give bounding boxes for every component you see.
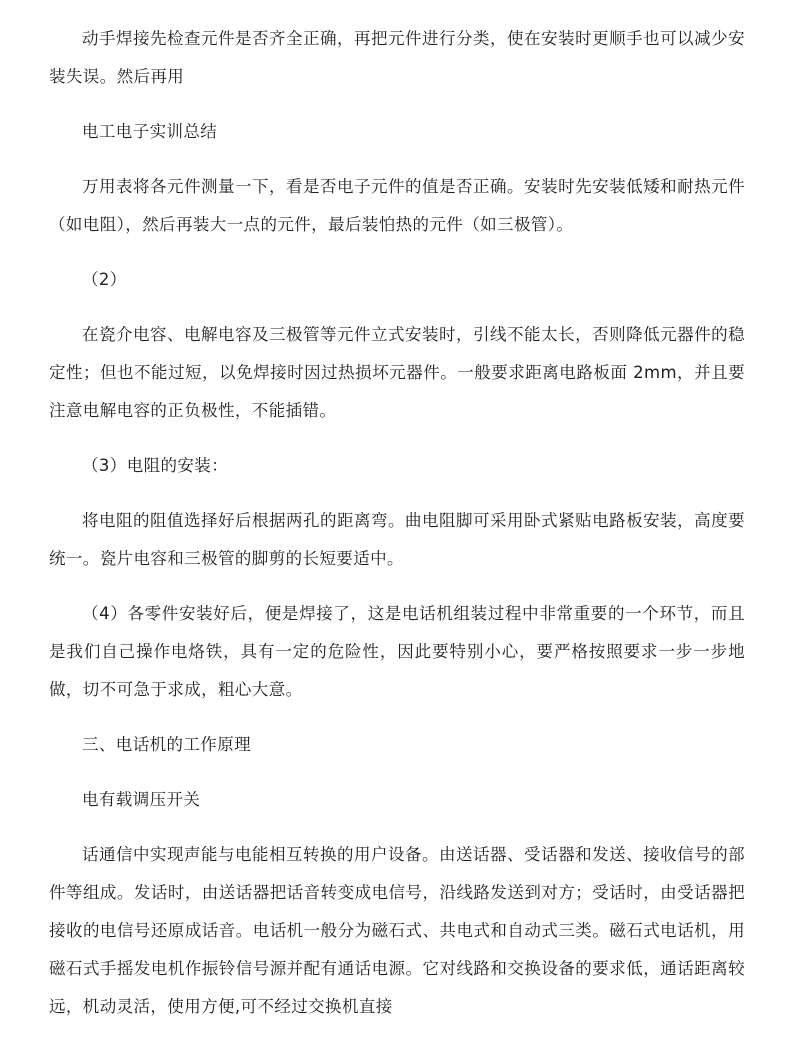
document-page <box>49 20 745 1043</box>
paragraph-multimeter: 万用表将各元件测量一下，看是否电子元件的值是否正确。安装时先安装低矮和耐热元件（如电阻），然后再装大一点的元件，最后装怕热的元件（如三极管）。 <box>49 177 745 234</box>
heading-step-3: （3）电阻的安装： <box>82 456 229 475</box>
paragraph-soldering: （4）各零件安装好后，便是焊接了，这是电话机组装过程中非常重要的一个环节，而且是我们自己操作电烙铁，具有一定的危险性，因此要特别小心，要严格按照要求一步一步地做，切不可急于求成，粗心大意。 <box>49 604 745 699</box>
heading-switch: 电有载调压开关 <box>82 790 201 809</box>
paragraph-resistor: 将电阻的阻值选择好后根据两孔的距离弯。曲电阻脚可采用卧式紧贴电路板安装，高度要统一。瓷片电容和三极管的脚剪的长短要适中。 <box>49 511 745 568</box>
heading-training-summary: 电工电子实训总结 <box>82 122 218 141</box>
paragraph-telephone: 话通信中实现声能与电能相互转换的用户设备。由送话器、受话器和发送、接收信号的部件等组成。发话时，由送话器把话音转变成电信号，沿线路发送到对方；受话时，由受话器把接收的电信号还原成话音。电话机一般分为磁石式、共电式和自动式三类。磁石式电话机，用磁石式手摇发电机作振铃信号源并配有通话电源。它对线路和交换设备的要求低，通话距离较远，机动灵活，使用方便,可不经过交换机直接 <box>49 845 745 1016</box>
heading-step-2: （2） <box>82 270 127 289</box>
paragraph-capacitor: 在瓷介电容、电解电容及三极管等元件立式安装时，引线不能太长，否则降低元器件的稳定性；但也不能过短，以免焊接时因过热损坏元器件。一般要求距离电路板面 2mm，并且要注意电解电容的正负极性，不能插错。 <box>49 325 745 420</box>
heading-section-3: 三、电话机的工作原理 <box>82 735 251 754</box>
paragraph-intro: 动手焊接先检查元件是否齐全正确，再把元件进行分类，使在安装时更顺手也可以减少安装失误。然后再用 <box>49 29 745 86</box>
